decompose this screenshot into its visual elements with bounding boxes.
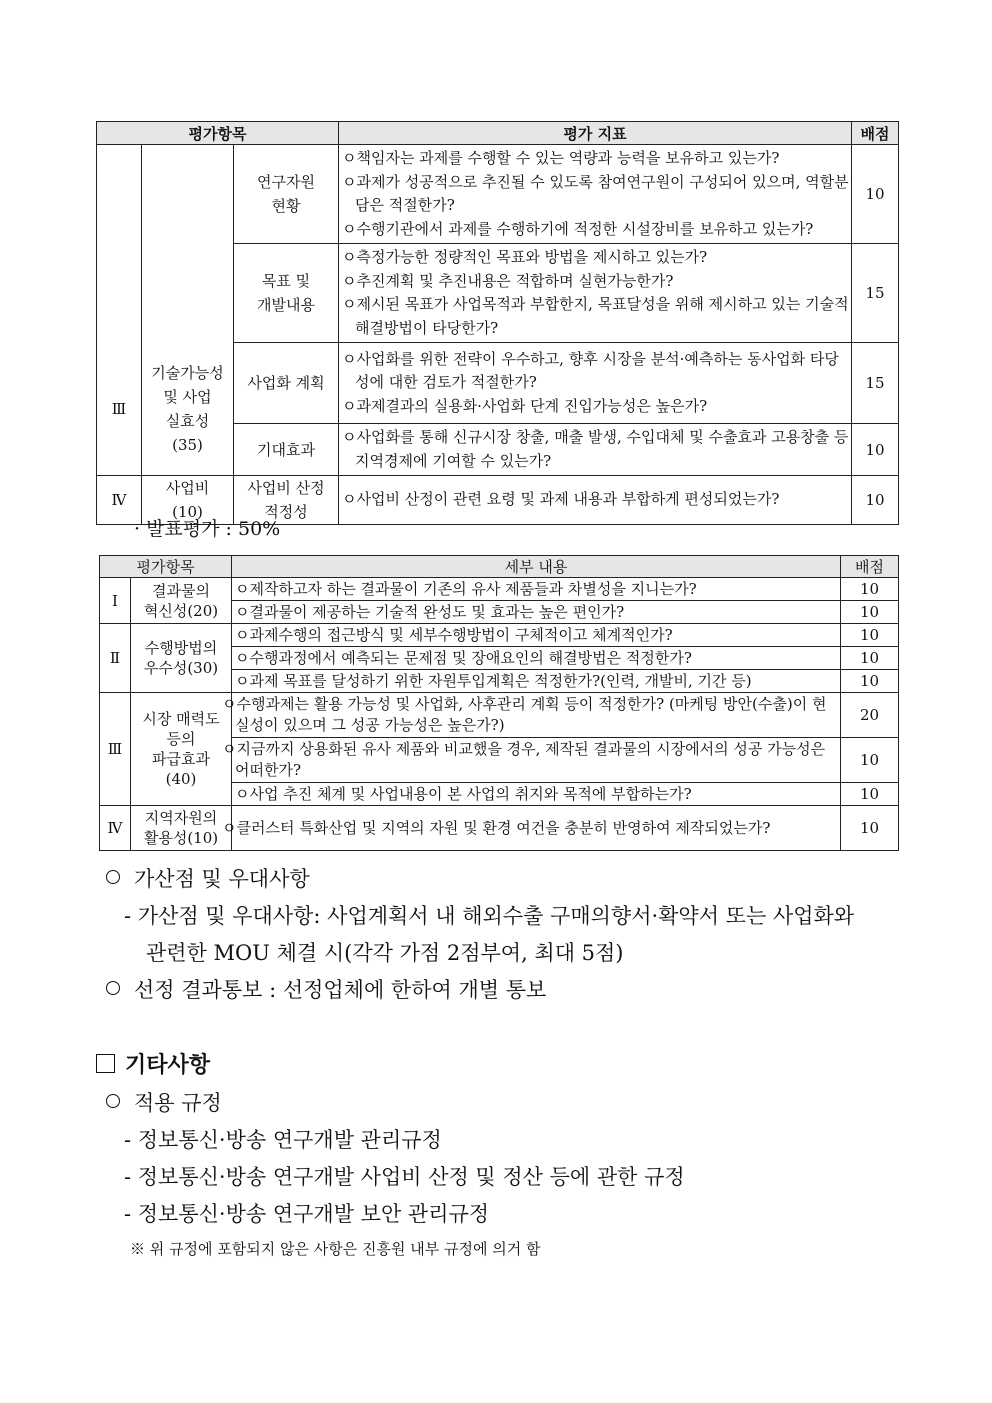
roman-numeral-3: Ⅲ xyxy=(97,343,142,476)
indicator-cell xyxy=(339,476,852,525)
bonus-detail-line2: 관련한 MOU 체결 시(각각 가점 2점부여, 최대 5점) xyxy=(146,941,624,965)
others-section-title xyxy=(96,1048,210,1079)
detail-item: ㅇ사업 추진 체계 및 사업내용이 본 사업의 취지와 목적에 부합하는가? xyxy=(232,783,841,806)
selection-notice-text: 선정 결과통보 : 선정업체에 한하여 개별 통보 xyxy=(134,978,547,1002)
score-cell: 10 xyxy=(852,424,899,476)
category-line: 및 사업 xyxy=(163,387,212,406)
score-cell: 10 xyxy=(852,476,899,525)
sub-item-line: 개발내용 xyxy=(257,296,315,314)
score-cell: 10 xyxy=(841,601,899,624)
roman-numeral-4: Ⅳ xyxy=(97,476,142,525)
score-cell: 15 xyxy=(852,343,899,424)
indicator-cell xyxy=(339,343,852,424)
hollow-circle-bullet-icon xyxy=(106,870,120,884)
roman-numeral-1: Ⅰ xyxy=(100,578,131,624)
detail-item: ㅇ수행과정에서 예측되는 문제점 및 장애요인의 해결방법은 적정한가? xyxy=(232,647,841,670)
category-line: 우수성(30) xyxy=(143,659,219,677)
bonus-heading-text: 가산점 및 우대사항 xyxy=(134,867,310,891)
indicator-item: ㅇ사업비 산정이 관련 요령 및 과제 내용과 부합하게 편성되었는가? xyxy=(342,490,780,509)
indicator-item: ㅇ과제가 성공적으로 추진될 수 있도록 참여연구원이 구성되어 있으며, 역할분담은 적절한가? xyxy=(342,172,849,214)
rule-item: - 정보통신·방송 연구개발 사업비 산정 및 정산 등에 관한 규정 xyxy=(124,1165,685,1189)
score-cell: 10 xyxy=(841,783,899,806)
detail-item: ㅇ제작하고자 하는 결과물이 기존의 유사 제품들과 차별성을 지니는가? xyxy=(232,578,841,601)
detail-item: ㅇ클러스터 특화산업 및 지역의 자원 및 환경 여건을 충분히 반영하여 제작되었는가? xyxy=(232,806,841,851)
category-line: 파급효과 xyxy=(152,750,210,768)
detail-item: ㅇ수행과제는 활용 가능성 및 사업화, 사후관리 계획 등이 적정한가? (마케팅 방안(수출)이 현실성이 있으며 그 성공 가능성은 높은가?) xyxy=(232,693,841,738)
score-cell: 10 xyxy=(841,738,899,783)
category-line: 활용성(10) xyxy=(143,829,219,847)
indicator-cell xyxy=(339,145,852,244)
category-line: (10) xyxy=(172,503,203,521)
score-cell: 10 xyxy=(841,647,899,670)
roman-numeral-3: Ⅲ xyxy=(100,693,131,806)
technical-evaluation-table xyxy=(96,121,899,525)
category-line: 실효성 xyxy=(165,411,210,430)
category-innovation xyxy=(131,578,232,624)
category-line: (40) xyxy=(165,770,197,788)
sub-item-line: 연구자원 xyxy=(257,173,315,191)
sub-item-research-resources xyxy=(234,145,339,244)
category-line: 결과물의 xyxy=(152,581,210,600)
header-evaluation-item: 평가항목 xyxy=(97,122,339,145)
score-cell: 15 xyxy=(852,244,899,343)
score-cell: 10 xyxy=(841,624,899,647)
bonus-heading xyxy=(106,864,310,894)
score-cell: 10 xyxy=(841,578,899,601)
category-line: 기술가능성 xyxy=(151,363,224,382)
indicator-item: ㅇ과제결과의 실용화·사업화 단계 진입가능성은 높은가? xyxy=(342,396,708,415)
rule-item: - 정보통신·방송 연구개발 관리규정 xyxy=(124,1128,442,1152)
presentation-evaluation-label: · 발표평가 : 50% xyxy=(134,518,281,540)
hollow-circle-bullet-icon xyxy=(106,1094,120,1108)
detail-item: ㅇ지금까지 상용화된 유사 제품와 비교했을 경우, 제작된 결과물의 시장에서의 성공 가능성은 어떠한가? xyxy=(232,738,841,783)
sub-item-line: 적정성 xyxy=(264,503,308,521)
sub-item-line: 현황 xyxy=(271,197,301,215)
rule-item: - 정보통신·방송 연구개발 보안 관리규정 xyxy=(124,1202,490,1226)
presentation-evaluation-table xyxy=(99,555,899,851)
indicator-item: ㅇ수행기관에서 과제를 수행하기에 적정한 시설장비를 보유하고 있는가? xyxy=(342,219,814,238)
indicator-item: ㅇ사업화를 통해 신규시장 창출, 매출 발생, 수입대체 및 수출효과 고용창출 등 지역경제에 기여할 수 있는가? xyxy=(342,428,849,470)
sub-item-expected-effects: 기대효과 xyxy=(234,424,339,476)
hollow-circle-bullet-icon xyxy=(106,981,120,995)
indicator-cell xyxy=(339,244,852,343)
category-line: 혁신성(20) xyxy=(143,601,219,620)
indicator-item: ㅇ책임자는 과제를 수행할 수 있는 역량과 능력을 보유하고 있는가? xyxy=(342,149,780,167)
rules-note: ※ 위 규정에 포함되지 않은 사항은 진흥원 내부 규정에 의거 함 xyxy=(130,1240,541,1258)
score-cell: 10 xyxy=(841,670,899,693)
category-tech-feasibility xyxy=(142,343,234,476)
sub-item-line: 목표 및 xyxy=(261,272,311,290)
header-detail: 세부 내용 xyxy=(232,556,841,578)
rules-heading-text: 적용 규정 xyxy=(134,1091,222,1115)
bonus-detail-line1: - 가산점 및 우대사항: 사업계획서 내 해외수출 구매의향서·확약서 또는 사업화와 xyxy=(124,904,855,928)
indicator-item: ㅇ사업화를 위한 전략이 우수하고, 향후 시장을 분석·예측하는 동사업화 타당성에 대한 검토가 적절한가? xyxy=(342,349,839,392)
score-cell: 20 xyxy=(841,693,899,738)
category-line: 사업비 xyxy=(165,479,210,497)
indicator-item: ㅇ측정가능한 정량적인 목표와 방법을 제시하고 있는가? xyxy=(342,248,708,266)
category-methodology xyxy=(131,624,232,693)
category-line: 수행방법의 xyxy=(144,639,218,657)
selection-notice xyxy=(106,975,546,1005)
header-score: 배점 xyxy=(852,122,899,145)
category-line: 등의 xyxy=(166,730,196,748)
indicator-item: ㅇ제시된 목표가 사업목적과 부합한지, 목표달성을 위해 제시하고 있는 기술적 해결방법이 타당한가? xyxy=(342,295,849,337)
rules-heading xyxy=(106,1088,222,1118)
indicator-item: ㅇ추진계획 및 추진내용은 적합하며 실현가능한가? xyxy=(342,271,674,290)
sub-item-line: 사업비 산정 xyxy=(247,479,325,497)
empty-category-cell xyxy=(142,145,234,343)
indicator-cell xyxy=(339,424,852,476)
category-line: (35) xyxy=(172,435,203,454)
score-cell: 10 xyxy=(841,806,899,851)
detail-item: ㅇ과제수행의 접근방식 및 세부수행방법이 구체적이고 체계적인가? xyxy=(232,624,841,647)
header-score: 배점 xyxy=(841,556,899,578)
header-evaluation-indicator: 평가 지표 xyxy=(339,122,852,145)
roman-numeral-4: Ⅳ xyxy=(100,806,131,851)
category-regional-resources xyxy=(131,806,232,851)
category-line: 지역자원의 xyxy=(144,809,218,827)
score-cell: 10 xyxy=(852,145,899,244)
category-market-impact xyxy=(131,693,232,806)
sub-item-goals xyxy=(234,244,339,343)
sub-item-commercialization-plan: 사업화 계획 xyxy=(234,343,339,424)
category-line: 시장 매력도 xyxy=(142,710,220,728)
empty-roman-cell xyxy=(97,145,142,343)
detail-item: ㅇ과제 목표를 달성하기 위한 자원투입계획은 적정한가?(인력, 개발비, 기간 등) xyxy=(232,670,841,693)
header-evaluation-item: 평가항목 xyxy=(100,556,232,578)
square-bullet-icon xyxy=(96,1054,115,1073)
others-title-text: 기타사항 xyxy=(125,1052,211,1078)
detail-item: ㅇ결과물이 제공하는 기술적 완성도 및 효과는 높은 편인가? xyxy=(232,601,841,624)
roman-numeral-2: Ⅱ xyxy=(100,624,131,693)
